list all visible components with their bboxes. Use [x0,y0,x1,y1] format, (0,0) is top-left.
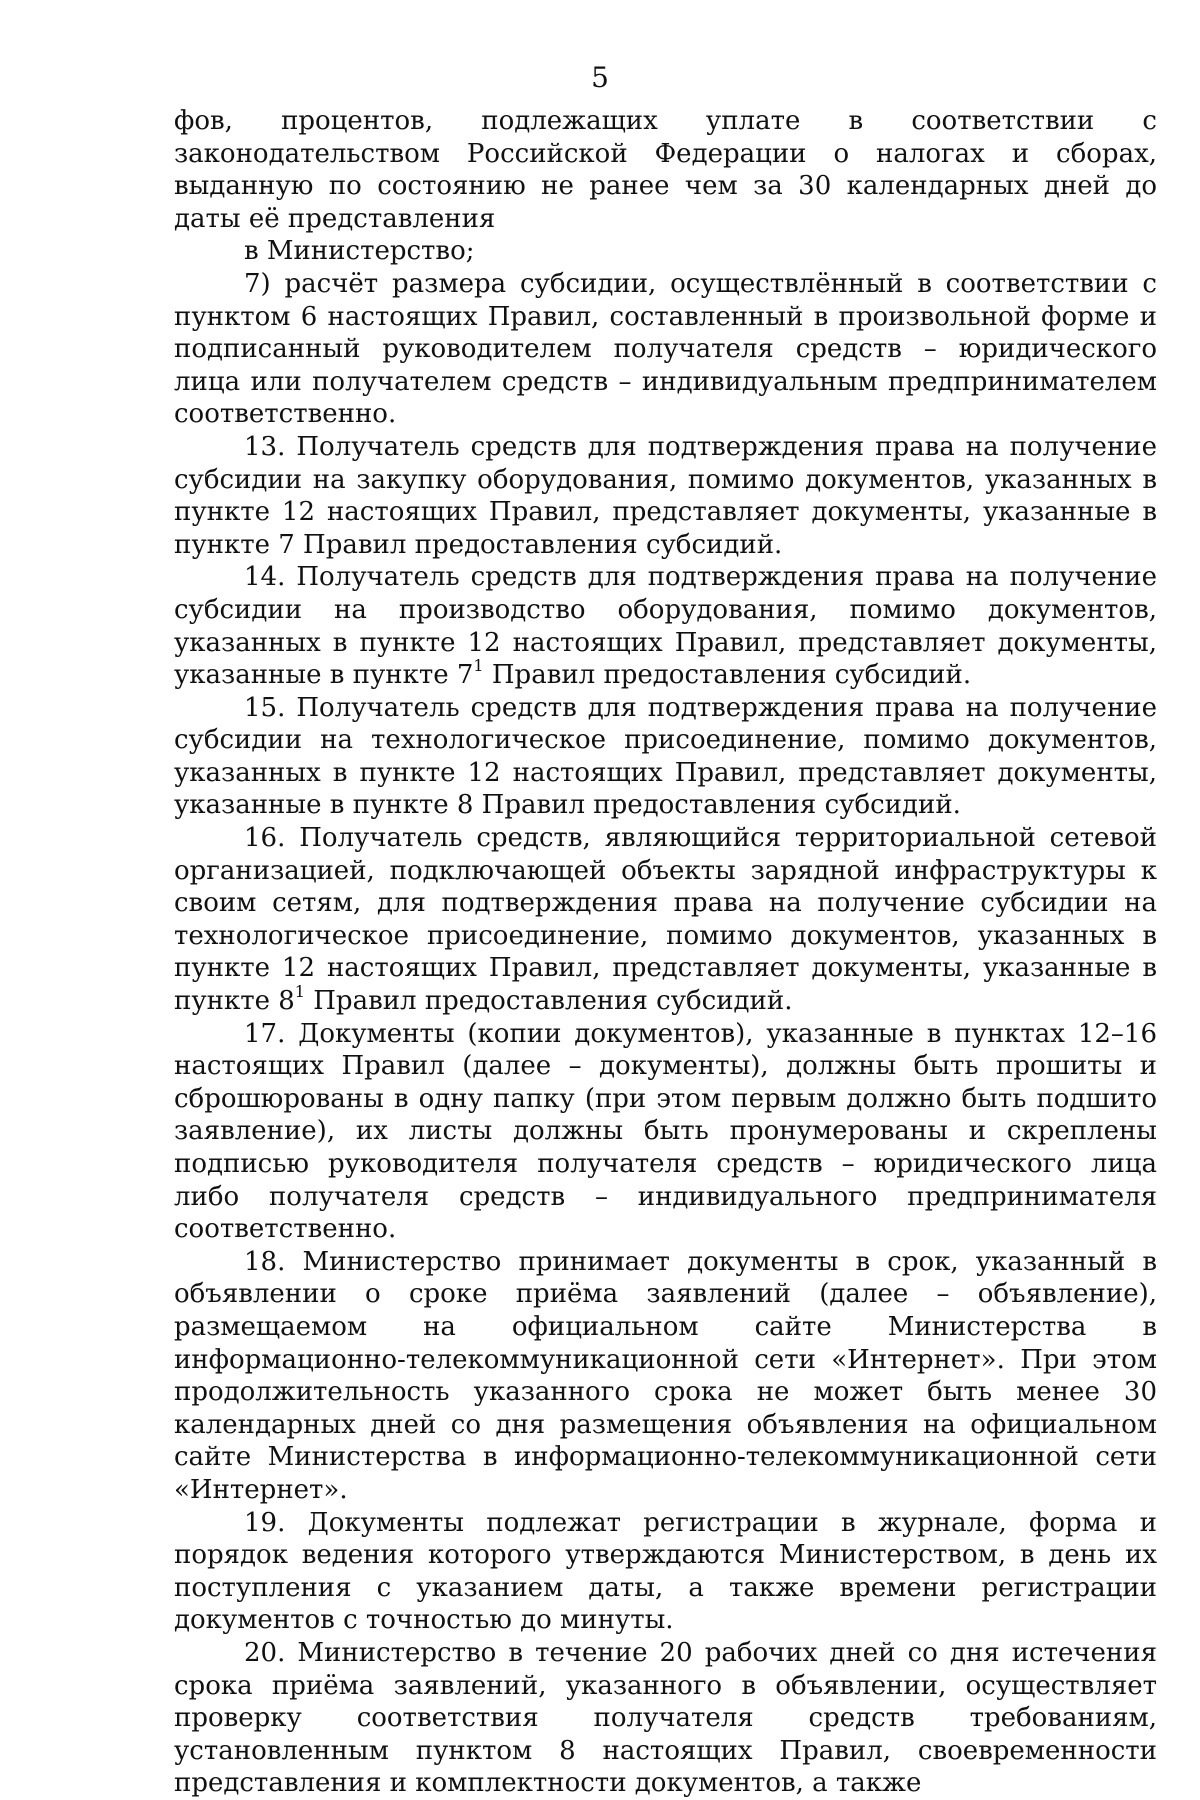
paragraph-15: 15. Получатель средств для подтверждения права на получение субсидии на технологическое присоединение, помимо документов, указанных в пункте 12 настоящих Правил, представляет документы, указанные в пункте 8 Правил предоставления субсидий. [174,692,1157,821]
paragraph-19: 19. Документы подлежат регистрации в журнале, форма и порядок ведения которого утверждаются Министерством, в день их поступления с указанием даты, а также времени регистрации документов с точностью до минуты. [174,1507,1157,1636]
superscript: 1 [294,982,305,1002]
paragraph-13: 13. Получатель средств для подтверждения права на получение субсидии на закупку оборудования, помимо документов, указанных в пункте 12 настоящих Правил, представляет документы, указанные в пункте 7 Правил предоставления субсидий. [174,431,1157,560]
paragraph-18: 18. Министерство принимает документы в срок, указанный в объявлении о сроке приёма заявлений (далее – объявление), размещаемом на официальном сайте Министерства в информационно-телекоммуникационной сети «Интернет». При этом продолжительность указанного срока не может быть менее 30 календарных дней со дня размещения объявления на официальном сайте Министерства в информационно-телекоммуникационной сети «Интернет». [174,1246,1157,1505]
page-number: 5 [591,61,609,94]
paragraph-item-7: 7) расчёт размера субсидии, осуществлённый в соответствии с пунктом 6 настоящих Правил, составленный в произвольной форме и подписанный руководителем получателя средств – юридического лица или получателем средств – индивидуальным предпринимателем соответственно. [174,268,1157,430]
superscript: 1 [473,656,484,676]
paragraph-14-tail: Правил предоставления субсидий. [483,660,972,691]
document-body [174,105,1157,1800]
paragraph-16 [174,822,1157,1018]
paragraph-20: 20. Министерство в течение 20 рабочих дней со дня истечения срока приёма заявлений, указанного в объявлении, осуществляет проверку соответствия получателя средств требованиям, установленным пунктом 8 настоящих Правил, своевременности представления и комплектности документов, а также [174,1637,1157,1799]
paragraph-14 [174,561,1157,691]
paragraph-17: 17. Документы (копии документов), указанные в пунктах 12–16 настоящих Правил (далее – документы), должны быть прошиты и сброшюрованы в одну папку (при этом первым должно быть подшито заявление), их листы должны быть пронумерованы и скреплены подписью руководителя получателя средств – юридического лица либо получателя средств – индивидуального предпринимателя соответственно. [174,1018,1157,1245]
paragraph-16-text: 16. Получатель средств, являющийся территориальной сетевой организацией, подключающей объекты зарядной инфраструктуры к своим сетям, для подтверждения права на получение субсидии на технологическое присоединение, помимо документов, указанных в пункте 12 настоящих Правил, представляет документы, указанные в пункте 8 [174,823,1157,1017]
paragraph-14-text: 14. Получатель средств для подтверждения права на получение субсидии на производство оборудования, помимо документов, указанных в пункте 12 настоящих Правил, представляет документы, указанные в пункте 7 [174,562,1157,691]
paragraph-16-tail: Правил предоставления субсидий. [304,986,793,1017]
paragraph-continuation-line: в Министерство; [244,236,475,267]
paragraph-continuation: фов, процентов, подлежащих уплате в соответствии с законодательством Российской Федерации о налогах и сборах, выданную по состоянию не ранее чем за 30 календарных дней до даты её представления [174,106,1157,234]
